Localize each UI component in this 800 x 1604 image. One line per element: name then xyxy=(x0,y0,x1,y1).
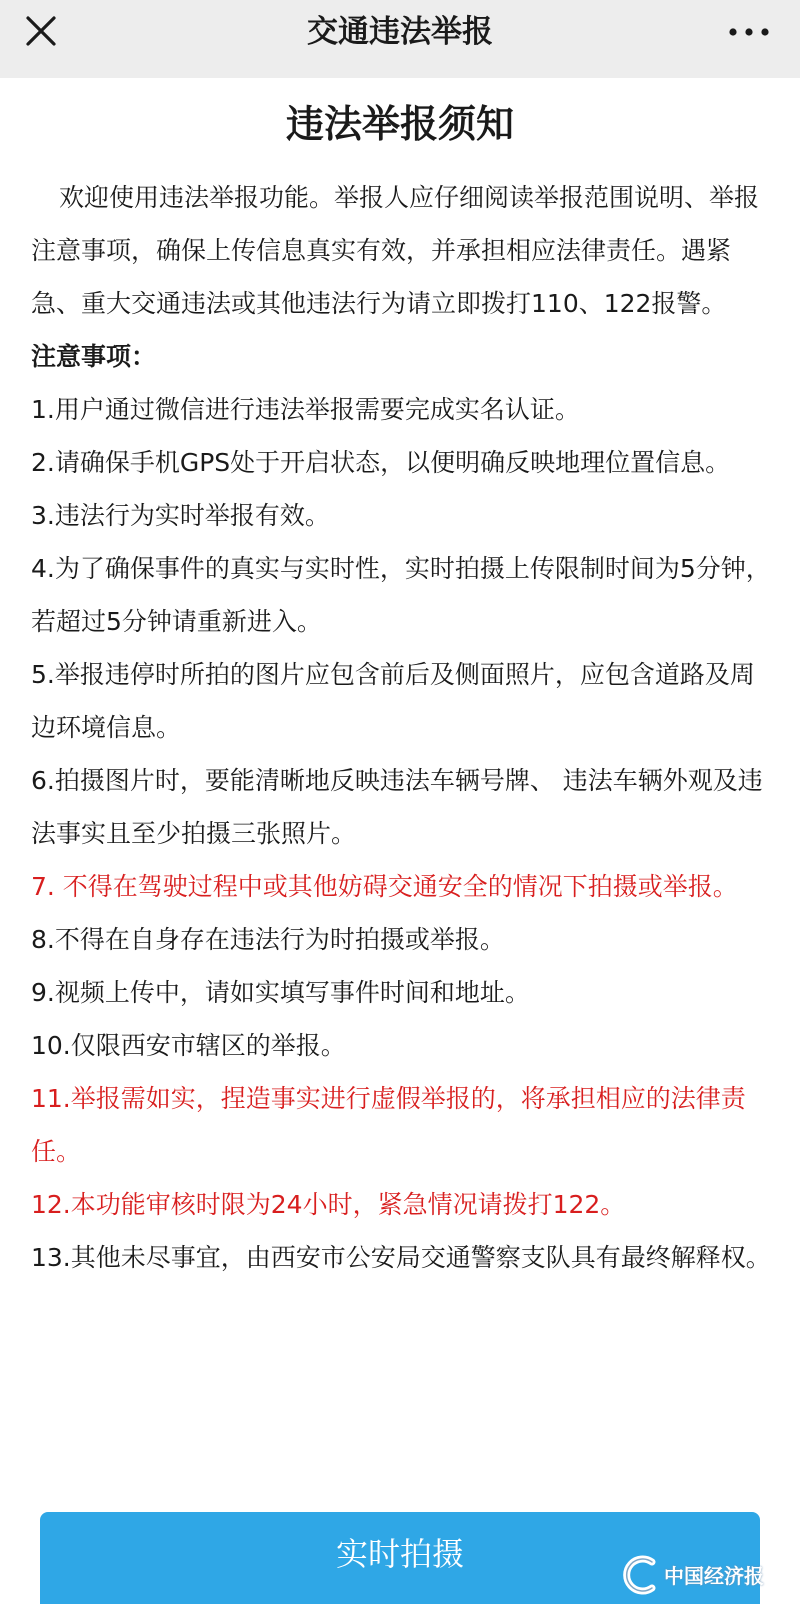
notice-item-5: 5.举报违停时所拍的图片应包含前后及侧面照片，应包含道路及周边环境信息。 xyxy=(31,660,755,742)
close-button[interactable] xyxy=(22,12,62,52)
notice-item-3: 3.违法行为实时举报有效。 xyxy=(31,501,330,530)
notice-item-2: 2.请确保手机GPS处于开启状态，以便明确反映地理位置信息。 xyxy=(31,448,731,477)
notice-item-11-warning: 11.举报需如实，捏造事实进行虚假举报的，将承担相应的法律责任。 xyxy=(31,1084,746,1166)
notice-item-1: 1.用户通过微信进行违法举报需要完成实名认证。 xyxy=(31,395,580,424)
notice-item-10: 10.仅限西安市辖区的举报。 xyxy=(31,1031,346,1060)
notice-item-8: 8.不得在自身存在违法行为时拍摄或举报。 xyxy=(31,925,505,954)
top-navigation-bar xyxy=(0,0,800,78)
watermark-text: 中国经济报 xyxy=(664,1564,764,1588)
notice-item-4: 4.为了确保事件的真实与实时性，实时拍摄上传限制时间为5分钟，若超过5分钟请重新进入。 xyxy=(31,554,771,636)
notice-item-12-warning: 12.本功能审核时限为24小时，紧急情况请拨打122。 xyxy=(31,1190,626,1219)
notice-title: 违法举报须知 xyxy=(285,102,514,146)
page-header-title: 交通违法举报 xyxy=(307,14,493,50)
notice-item-6: 6.拍摄图片时，要能清晰地反映违法车辆号牌、 违法车辆外观及违法事实且至少拍摄三张照片。 xyxy=(31,766,763,848)
realtime-capture-button[interactable]: 实时拍摄 xyxy=(40,1512,760,1604)
notice-heading: 注意事项： xyxy=(31,342,157,371)
notice-intro: 欢迎使用违法举报功能。举报人应仔细阅读举报范围说明、举报注意事项，确保上传信息真实有效，并承担相应法律责任。遇紧急、重大交通违法或其他违法行为请立即拨打110、122报警。 xyxy=(31,183,760,318)
close-icon xyxy=(22,12,62,52)
notice-item-13: 13.其他未尽事宜，由西安市公安局交通警察支队具有最终解释权。 xyxy=(31,1243,771,1272)
notice-content xyxy=(31,171,771,1284)
more-options-button[interactable] xyxy=(728,22,770,42)
notice-item-7-warning: 7. 不得在驾驶过程中或其他妨碍交通安全的情况下拍摄或举报。 xyxy=(31,872,738,901)
more-horizontal-icon xyxy=(728,22,770,42)
notice-item-9: 9.视频上传中，请如实填写事件时间和地址。 xyxy=(31,978,530,1007)
